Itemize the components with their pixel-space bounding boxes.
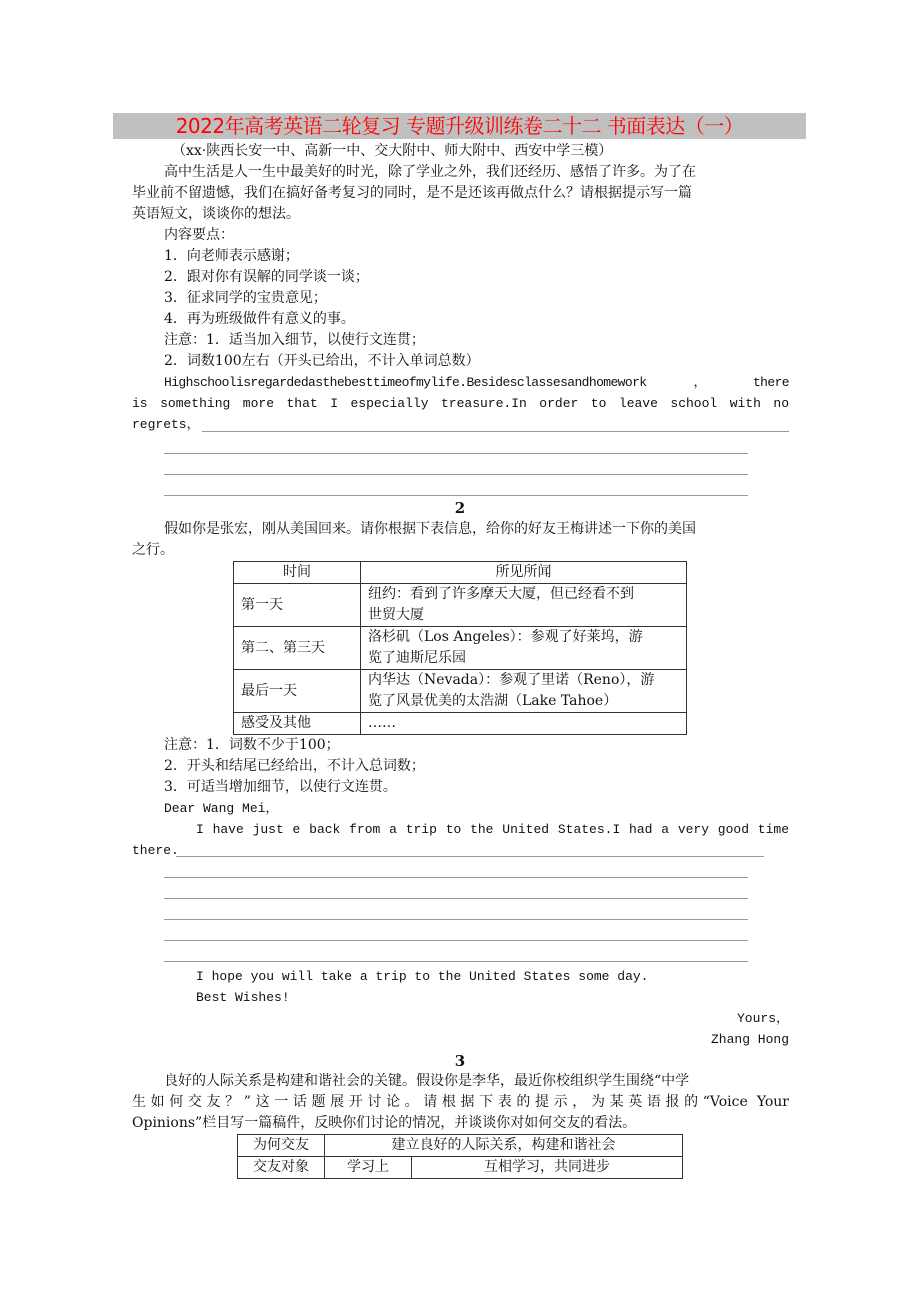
table-cell-label: 交友对象	[238, 1157, 325, 1179]
detail-line: 洛杉矶（Los Angeles）：参观了好莱坞，游	[368, 629, 643, 645]
q3-prompt-line: 良好的人际关系是构建和谐社会的关键。假设你是李华，最近你校组织学生围绕“中学	[164, 1073, 690, 1089]
table-cell-time: 第二、第三天	[234, 627, 361, 670]
table-cell-value: 建立良好的人际关系，构建和谐社会	[325, 1135, 683, 1157]
q1-point: 2．跟对你有误解的同学谈一谈；	[164, 269, 369, 285]
detail-line: 内华达（Nevada）：参观了里诺（Reno），游	[368, 672, 655, 688]
table-header-cell: 时间	[234, 562, 361, 584]
table-cell-time: 感受及其他	[234, 713, 361, 735]
q1-point: 1．向老师表示感谢；	[164, 248, 299, 264]
letter-closing: I hope you will take a trip to the United States some day.	[196, 969, 649, 984]
q3-prompt-line: Opinions”栏目写一篇稿件，反映你们讨论的情况，并谈谈你对如何交友的看法。	[132, 1115, 637, 1131]
q2-prompt-line: 之行。	[132, 542, 174, 558]
q2-answer-line[interactable]	[164, 961, 748, 962]
q1-prompt-line: 英语短文，谈谈你的想法。	[132, 206, 300, 222]
table-header-row	[234, 562, 687, 584]
letter-opening-line: there.	[132, 843, 179, 858]
q1-note: 2．词数100左右（开头已给出，不计入单词总数）	[164, 353, 480, 369]
table-row	[238, 1157, 683, 1179]
table-header-cell: 所见所闻	[361, 562, 687, 584]
table-row	[234, 627, 687, 670]
table-cell-label: 为何交友	[238, 1135, 325, 1157]
detail-line: 览了风景优美的太浩湖（Lake Tahoe）	[368, 693, 618, 709]
q1-essay-line: is something more that I especially treasure.In order to leave school with no	[132, 396, 789, 411]
q2-answer-line[interactable]	[164, 940, 748, 941]
q1-point: 3．征求同学的宝贵意见；	[164, 290, 327, 306]
table-cell-detail	[361, 584, 687, 627]
q1-essay-line: Highschoolisregardedasthebesttimeofmylife.Besidesclassesandhomework，there	[164, 375, 789, 390]
q1-prompt-line: 高中生活是人一生中最美好的时光，除了学业之外，我们还经历、感悟了许多。为了在	[164, 164, 696, 180]
q1-answer-line[interactable]	[202, 431, 789, 432]
table-cell-time: 最后一天	[234, 670, 361, 713]
q1-essay-line: regrets，	[132, 417, 200, 432]
table-cell-time: 第一天	[234, 584, 361, 627]
detail-line: 纽约：看到了许多摩天大厦，但已经看不到	[368, 586, 634, 602]
q2-answer-line[interactable]	[164, 919, 748, 920]
q3-prompt-line: 生如何交友？”这一话题展开讨论。请根据下表的提示，为某英语报的“Voice Your	[132, 1094, 789, 1110]
q3-number: 3	[454, 1052, 466, 1070]
letter-signoff: Yours，	[736, 1011, 789, 1026]
table-row	[234, 670, 687, 713]
q2-note: 注意：1．词数不少于100；	[164, 737, 340, 753]
table-cell-value: 互相学习，共同进步	[412, 1157, 683, 1179]
q1-note: 注意：1．适当加入细节，以使行文连贯；	[164, 332, 425, 348]
q1-prompt-line: 毕业前不留遗憾，我们在搞好备考复习的同时，是不是还该再做点什么？请根据提示写一篇	[132, 185, 692, 201]
table-row	[234, 713, 687, 735]
table-row	[234, 584, 687, 627]
letter-signature: Zhang Hong	[710, 1032, 789, 1047]
q2-note: 3．可适当增加细节，以使行文连贯。	[164, 779, 397, 795]
q2-trip-table	[233, 561, 687, 735]
letter-salutation: Dear Wang Mei，	[164, 801, 279, 816]
table-cell-detail: ……	[361, 713, 687, 735]
table-cell-sub: 学习上	[325, 1157, 412, 1179]
table-row	[238, 1135, 683, 1157]
q2-note: 2．开头和结尾已经给出，不计入总词数；	[164, 758, 425, 774]
q3-friendship-table	[237, 1134, 683, 1179]
table-cell-detail	[361, 627, 687, 670]
letter-opening-line: I have just e back from a trip to the United States.I had a very good time	[196, 822, 789, 837]
q1-answer-line[interactable]	[164, 495, 748, 496]
q1-point: 4．再为班级做件有意义的事。	[164, 311, 355, 327]
detail-line: 览了迪斯尼乐园	[368, 650, 466, 666]
detail-line: 世贸大厦	[368, 607, 424, 623]
table-cell-detail	[361, 670, 687, 713]
source-note: （xx·陕西长安一中、高新一中、交大附中、师大附中、西安中学三模）	[172, 143, 613, 159]
q2-prompt-line: 假如你是张宏，刚从美国回来。请你根据下表信息，给你的好友王梅讲述一下你的美国	[164, 521, 696, 537]
q2-answer-line[interactable]	[164, 877, 748, 878]
q2-number: 2	[454, 499, 466, 517]
document-title: 2022年高考英语二轮复习 专题升级训练卷二十二 书面表达（一）	[175, 114, 744, 138]
q1-points-heading: 内容要点：	[164, 227, 234, 243]
q1-answer-line[interactable]	[164, 453, 748, 454]
q2-answer-line[interactable]	[164, 898, 748, 899]
title-highlight	[113, 113, 806, 139]
letter-wishes: Best Wishes!	[196, 990, 290, 1005]
q2-answer-line[interactable]	[176, 856, 764, 857]
q1-answer-line[interactable]	[164, 474, 748, 475]
